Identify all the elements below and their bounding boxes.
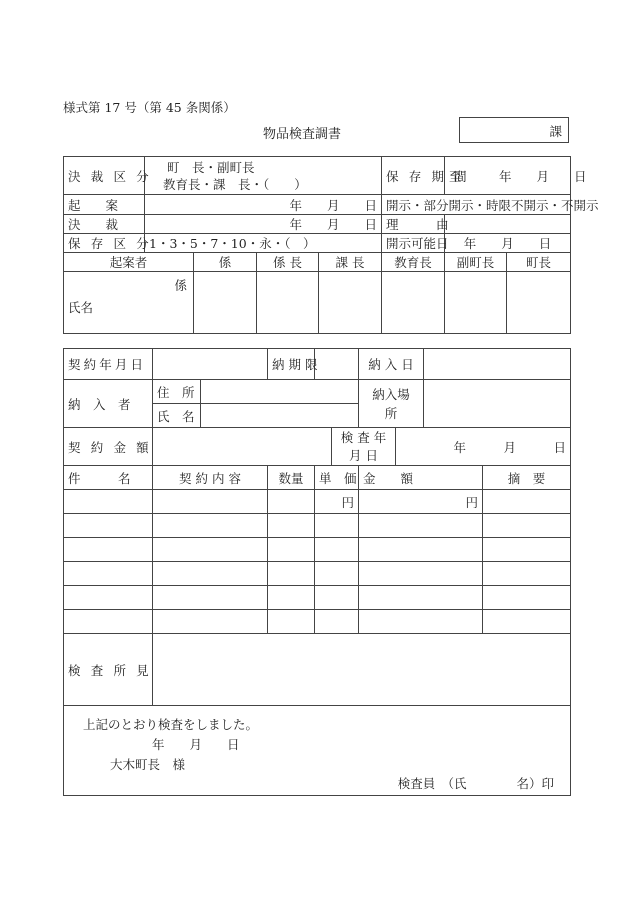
stamp-chocho[interactable] xyxy=(507,272,571,334)
shimei-label: 氏名 xyxy=(68,300,94,315)
form-number: 様式第 17 号（第 45 条関係） xyxy=(63,100,236,115)
hozon-kikan-label: 保 存 期 間 xyxy=(382,157,445,195)
item-cell[interactable] xyxy=(64,586,153,610)
addressee: 大木町長 様 xyxy=(110,757,186,772)
kiansha-cell[interactable] xyxy=(64,272,194,334)
unit-price-cell[interactable] xyxy=(315,514,359,538)
stamp-kyoikucho[interactable] xyxy=(382,272,445,334)
hozon-kubun-value[interactable]: 1・3・5・7・10・永・（ ） xyxy=(145,234,382,253)
kaiji-options[interactable]: 開示・部分開示・時限不開示・不開示 xyxy=(382,195,571,215)
jusho-label: 住 所 xyxy=(153,380,201,404)
quantity-cell[interactable] xyxy=(268,562,315,586)
amount-cell[interactable] xyxy=(359,562,483,586)
hozon-kubun-label: 保 存 区 分 xyxy=(64,234,145,253)
stamp-kakaricho[interactable] xyxy=(257,272,319,334)
inspector-signature[interactable]: 検査員 （氏 名）印 xyxy=(397,776,555,791)
hozon-kikan-value[interactable]: 至 年 月 日 xyxy=(445,157,571,195)
stamp-kakari[interactable] xyxy=(194,272,257,334)
nounyuusha-label: 納 入 者 xyxy=(64,380,153,428)
item-cell[interactable] xyxy=(64,514,153,538)
yen-label: 円 xyxy=(341,494,354,510)
remarks-cell[interactable] xyxy=(483,562,571,586)
quantity-cell[interactable] xyxy=(268,538,315,562)
kessai-kubun-label: 決 裁 区 分 xyxy=(64,157,145,195)
content-cell[interactable] xyxy=(153,586,268,610)
kensa-date-label: 検 査 年 月 日 xyxy=(332,428,396,466)
kian-label: 起 案 xyxy=(64,195,145,215)
content-cell[interactable] xyxy=(153,610,268,634)
footer-certification xyxy=(64,706,571,796)
table-row xyxy=(64,562,571,586)
amount-cell[interactable] xyxy=(359,586,483,610)
col-header-item: 件 名 xyxy=(64,466,153,490)
amount-cell[interactable] xyxy=(359,490,483,514)
unit-price-cell[interactable] xyxy=(315,490,359,514)
role-header-chocho: 町長 xyxy=(507,253,571,272)
amount-cell[interactable] xyxy=(359,514,483,538)
kaiji-kanou-date[interactable]: 年 月 日 xyxy=(445,234,571,253)
jusho-value[interactable] xyxy=(201,380,359,404)
remarks-cell[interactable] xyxy=(483,538,571,562)
certification-statement: 上記のとおり検査をしました。 xyxy=(83,717,259,732)
kessai-date[interactable]: 年 月 日 xyxy=(145,215,382,234)
remarks-cell[interactable] xyxy=(483,490,571,514)
kakari-label: 係 xyxy=(174,278,187,293)
unit-price-cell[interactable] xyxy=(315,610,359,634)
nounyuubi-value[interactable] xyxy=(424,349,571,380)
riyu-value[interactable] xyxy=(445,215,571,234)
shimei-label: 氏 名 xyxy=(153,404,201,428)
role-header-fukucho: 副町長 xyxy=(445,253,507,272)
nounyuubi-label: 納 入 日 xyxy=(359,349,424,380)
unit-price-cell[interactable] xyxy=(315,586,359,610)
role-header-kiansha: 起案者 xyxy=(64,253,194,272)
keiyaku-kingaku-label: 契 約 金 額 xyxy=(64,428,153,466)
item-cell[interactable] xyxy=(64,562,153,586)
content-cell[interactable] xyxy=(153,562,268,586)
role-header-kyoikucho: 教育長 xyxy=(382,253,445,272)
nouki-value[interactable] xyxy=(315,349,359,380)
table-row xyxy=(64,586,571,610)
quantity-cell[interactable] xyxy=(268,514,315,538)
remarks-cell[interactable] xyxy=(483,610,571,634)
remarks-cell[interactable] xyxy=(483,514,571,538)
table-row xyxy=(64,610,571,634)
department-suffix: 課 xyxy=(549,124,562,139)
kian-date[interactable]: 年 月 日 xyxy=(145,195,382,215)
nounyuu-basho-label: 納入場 所 xyxy=(359,380,424,428)
role-header-kacho: 課 長 xyxy=(319,253,382,272)
role-header-kakari: 係 xyxy=(194,253,257,272)
kessai-label: 決 裁 xyxy=(64,215,145,234)
shimei-value[interactable] xyxy=(201,404,359,428)
remarks-cell[interactable] xyxy=(483,586,571,610)
approval-table xyxy=(63,156,599,334)
content-cell[interactable] xyxy=(153,538,268,562)
contract-table xyxy=(63,348,571,796)
item-cell[interactable] xyxy=(64,490,153,514)
department-box[interactable] xyxy=(459,117,569,143)
col-header-content: 契 約 内 容 xyxy=(153,466,268,490)
quantity-cell[interactable] xyxy=(268,490,315,514)
kensa-date-value[interactable]: 年 月 日 xyxy=(396,428,571,466)
col-header-remarks: 摘 要 xyxy=(483,466,571,490)
keiyaku-date-value[interactable] xyxy=(153,349,268,380)
certification-date[interactable]: 年 月 日 xyxy=(152,737,240,752)
content-cell[interactable] xyxy=(153,490,268,514)
document-title: 物品検査調書 xyxy=(263,127,342,142)
riyu-label: 理 由 xyxy=(382,215,445,234)
kaiji-kanou-label: 開示可能日 xyxy=(382,234,445,253)
item-cell[interactable] xyxy=(64,610,153,634)
stamp-fukucho[interactable] xyxy=(445,272,507,334)
table-row xyxy=(64,514,571,538)
role-header-kakaricho: 係 長 xyxy=(257,253,319,272)
unit-price-cell[interactable] xyxy=(315,562,359,586)
stamp-kacho[interactable] xyxy=(319,272,382,334)
content-cell[interactable] xyxy=(153,514,268,538)
yen-label: 円 xyxy=(465,494,479,510)
col-header-amount: 金 額 xyxy=(359,466,483,490)
kessai-kubun-options: 町 長・副町長 教育長・課 長・（ ） xyxy=(145,157,382,195)
amount-cell[interactable] xyxy=(359,610,483,634)
table-row xyxy=(64,538,571,562)
quantity-cell[interactable] xyxy=(268,586,315,610)
amount-cell[interactable] xyxy=(359,538,483,562)
kensa-shoken-label: 検 査 所 見 xyxy=(64,634,153,706)
col-header-unit-price: 単 価 xyxy=(315,466,359,490)
kensa-shoken-value[interactable] xyxy=(153,634,571,706)
nounyuu-basho-value[interactable] xyxy=(424,380,571,428)
col-header-quantity: 数量 xyxy=(268,466,315,490)
item-cell[interactable] xyxy=(64,538,153,562)
nouki-label: 納 期 限 xyxy=(268,349,315,380)
unit-price-cell[interactable] xyxy=(315,538,359,562)
keiyaku-date-label: 契約年月日 xyxy=(64,349,153,380)
quantity-cell[interactable] xyxy=(268,610,315,634)
table-row xyxy=(64,490,571,514)
keiyaku-kingaku-value[interactable] xyxy=(153,428,332,466)
